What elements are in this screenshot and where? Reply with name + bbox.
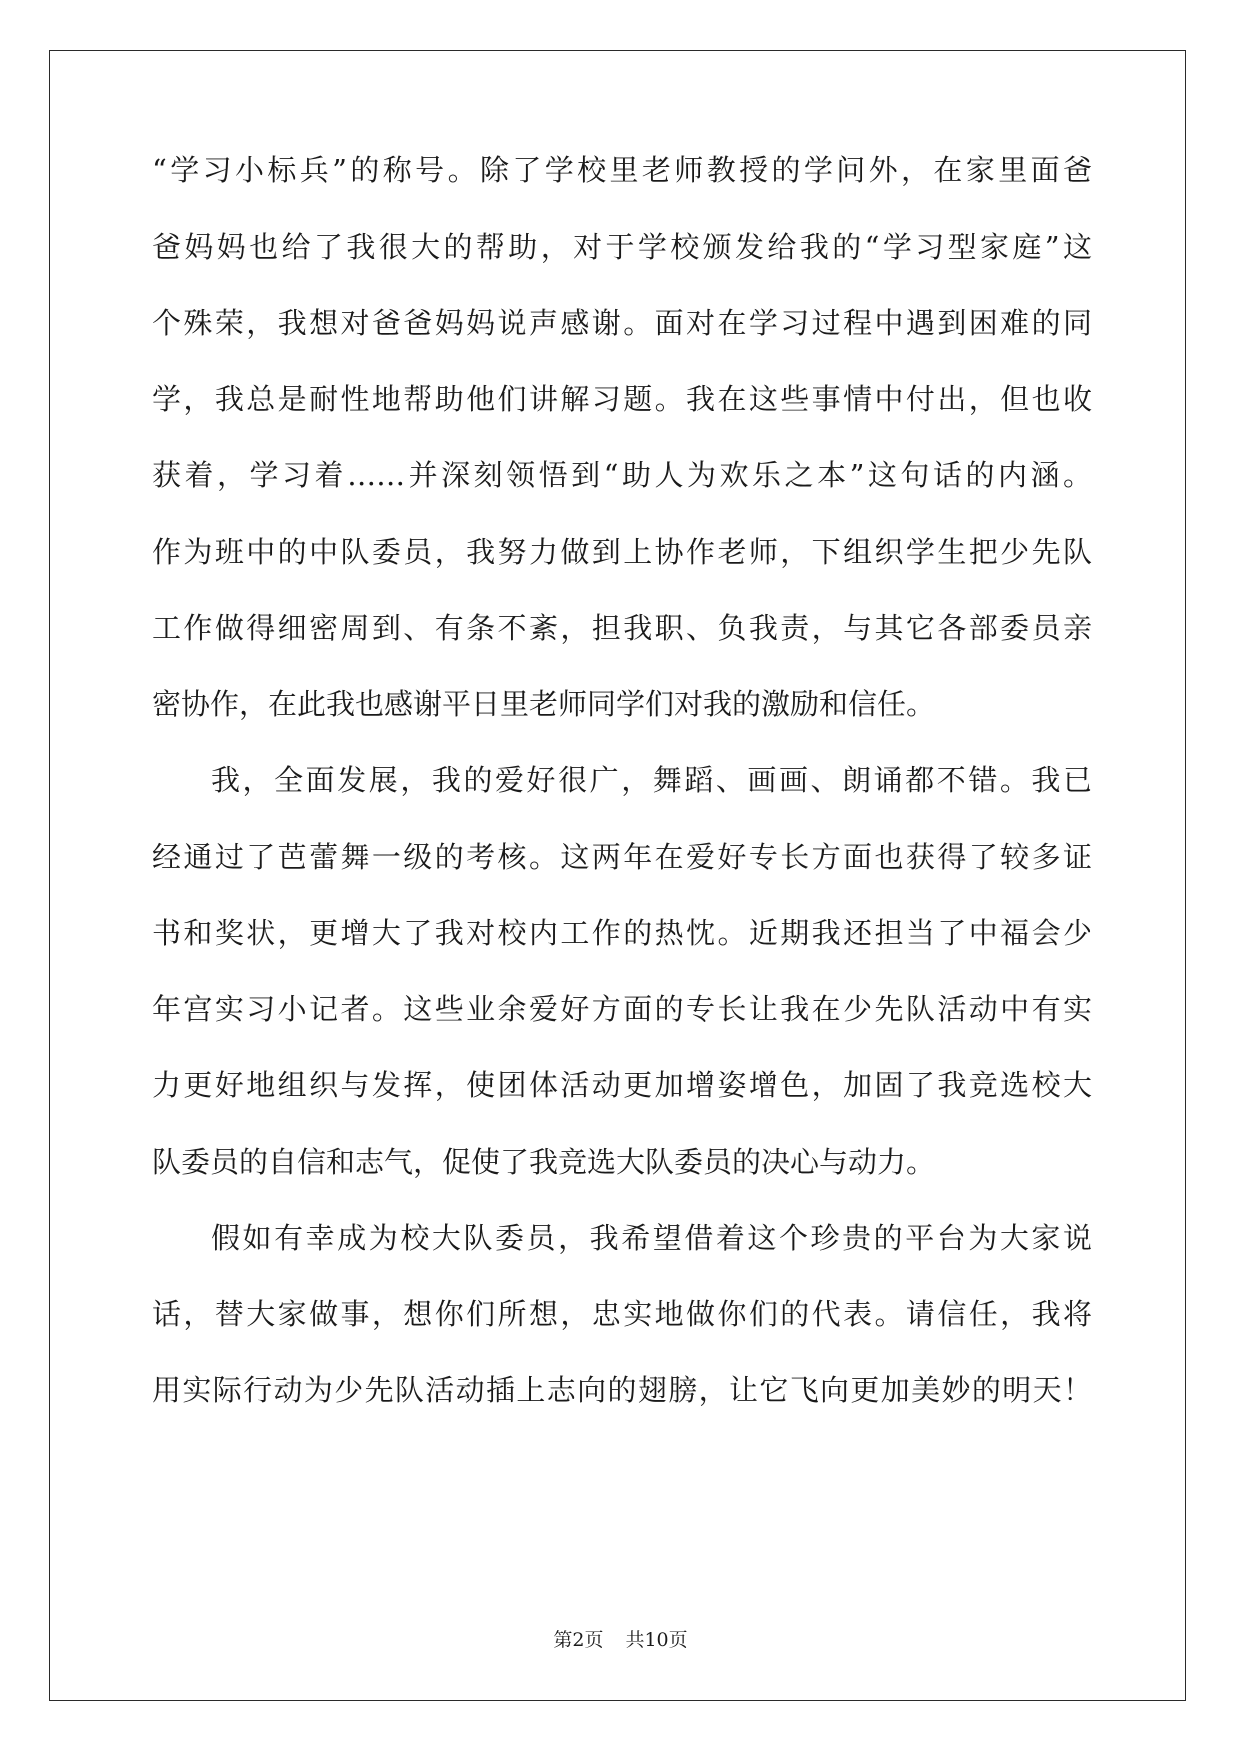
text-line: 用实际行动为少先队活动插上志向的翅膀，让它飞向更加美妙的明天！ — [152, 1373, 1092, 1407]
text-line: 作为班中的中队委员，我努力做到上协作老师，下组织学生把少先队 — [152, 535, 1092, 569]
text-line: 获着，学习着……并深刻领悟到“助人为欢乐之本”这句话的内涵。 — [152, 458, 1092, 492]
text-line: 话，替大家做事，想你们所想，忠实地做你们的代表。请信任，我将 — [152, 1297, 1092, 1331]
text-line: 个殊荣，我想对爸爸妈妈说声感谢。面对在学习过程中遇到困难的同 — [152, 306, 1092, 340]
text-line: 经通过了芭蕾舞一级的考核。这两年在爱好专长方面也获得了较多证 — [152, 840, 1092, 874]
text-line: 队委员的自信和志气，促使了我竞选大队委员的决心与动力。 — [152, 1145, 936, 1179]
page-footer — [0, 1628, 1241, 1652]
text-line: 工作做得细密周到、有条不紊，担我职、负我责，与其它各部委员亲 — [152, 611, 1092, 645]
text-line: 爸妈妈也给了我很大的帮助，对于学校颁发给我的“学习型家庭”这 — [152, 230, 1092, 264]
text-line: 力更好地组织与发挥，使团体活动更加增姿增色，加固了我竞选校大 — [152, 1068, 1092, 1102]
text-line: 学，我总是耐性地帮助他们讲解习题。我在这些事情中付出，但也收 — [152, 382, 1092, 416]
text-line: “学习小标兵”的称号。除了学校里老师教授的学问外，在家里面爸 — [152, 153, 1092, 187]
text-line: 年宫实习小记者。这些业余爱好方面的专长让我在少先队活动中有实 — [152, 992, 1092, 1026]
text-line: 密协作，在此我也感谢平日里老师同学们对我的激励和信任。 — [152, 687, 936, 721]
text-line: 书和奖状，更增大了我对校内工作的热忱。近期我还担当了中福会少 — [152, 916, 1092, 950]
page-number: 第2页 — [553, 1629, 604, 1651]
paragraph-first-line: 假如有幸成为校大队委员，我希望借着这个珍贵的平台为大家说 — [211, 1221, 1092, 1255]
page-total: 共10页 — [625, 1629, 688, 1651]
paragraph-first-line: 我，全面发展，我的爱好很广，舞蹈、画画、朗诵都不错。我已 — [211, 763, 1092, 797]
